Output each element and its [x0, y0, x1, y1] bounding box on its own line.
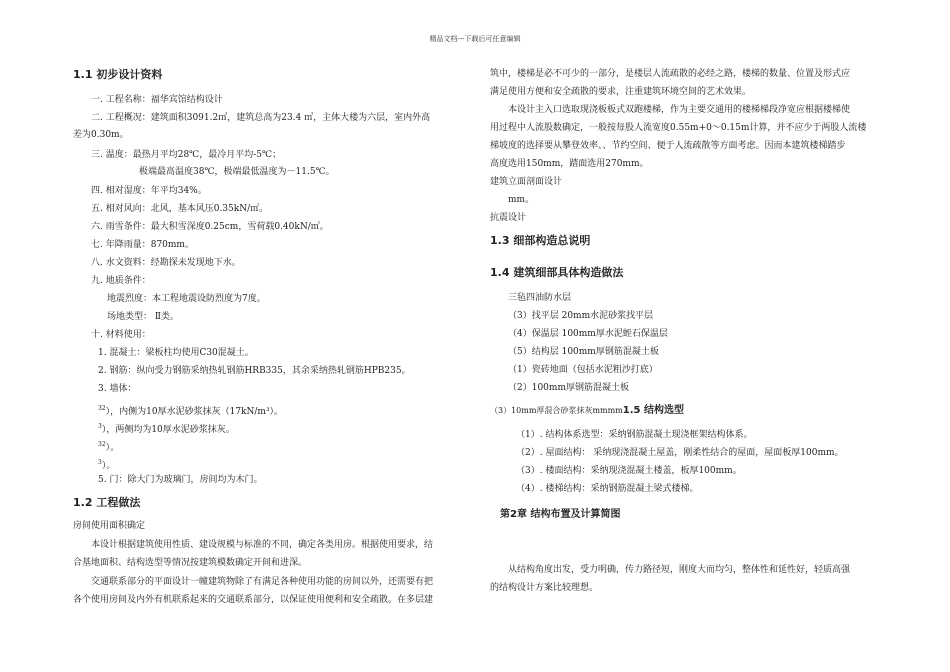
- list-item: （3）10mm厚混合砂浆抹灰mmmm1.5 结构选型: [490, 405, 684, 416]
- paragraph: 筑中，楼梯是必不可少的一部分，是楼层人流疏散的必经之路，楼梯的数量、位置及形式应: [490, 69, 851, 79]
- section-heading-1-2: 1.2 工程做法: [73, 496, 141, 509]
- paragraph: 1. 混凝土：梁板柱均使用C30混凝土。: [98, 348, 254, 358]
- paragraph: 八. 水文资料：经勘探未发现地下水。: [91, 258, 241, 268]
- paragraph: 高度选用150mm，踏面选用270mm。: [490, 159, 649, 169]
- list-item: （5）结构层 100mm厚钢筋混凝土板: [508, 347, 659, 357]
- paragraph: 合基地面积、结构选型等情况按建筑模数确定开间和进深。: [73, 558, 308, 568]
- section-heading-1-1: 1.1 初步设计资料: [73, 68, 163, 81]
- paragraph: 梯坡度的选择要从攀登效率、、节约空间、便于人流疏散等方面考虑。因而本建筑楼梯踏步: [490, 141, 846, 151]
- paragraph: 四. 相对湿度：年平均34%。: [91, 186, 207, 196]
- page-header: 精品文档---下载后可任意编辑: [429, 35, 521, 43]
- chapter-heading: 第2章 结构布置及计算简图: [500, 509, 621, 520]
- paragraph: 5. 门：除大门为玻璃门，房间均为木门。: [98, 475, 263, 485]
- list-item: 三毡四油防水层: [508, 293, 572, 303]
- paragraph: 地震烈度：本工程地震设防烈度为7度。: [107, 294, 266, 304]
- paragraph: 七. 年降雨量：870mm。: [91, 240, 194, 250]
- paragraph: mm。: [508, 195, 535, 205]
- paragraph: 一. 工程名称：福华宾馆结构设计: [91, 95, 223, 105]
- paragraph: 各个使用房间及内外有机联系起来的交通联系部分，以保证使用便利和安全疏散。在多层建: [73, 595, 434, 605]
- paragraph: 差为0.30m。: [73, 130, 129, 140]
- paragraph: $^3$），两侧均为10厚水泥砂浆抹灰。: [98, 423, 235, 435]
- paragraph: 二. 工程概况：建筑面积3091.2㎡，建筑总高为23.4 ㎡，主体大楼为六层，室内外高: [91, 113, 431, 123]
- paragraph: $^{32}$），内侧为10厚水泥砂浆抹灰（17kN/m³）。: [98, 405, 284, 417]
- paragraph: 抗震设计: [490, 213, 527, 223]
- list-item: （2）. 屋面结构： 采纳现浇混凝土屋盖，刚柔性结合的屋面，屋面板厚100mm。: [516, 448, 844, 458]
- paragraph: 3. 墙体：: [98, 384, 137, 394]
- paragraph: 的结构设计方案比较理想。: [490, 583, 599, 593]
- paragraph: 场地类型： Ⅱ类。: [107, 312, 179, 322]
- list-item: （2）100mm厚钢筋混凝土板: [508, 383, 629, 393]
- paragraph: 十. 材料使用：: [91, 330, 151, 340]
- paragraph: 极端最高温度38℃，极端最低温度为－11.5℃。: [139, 167, 335, 177]
- list-item: （4）. 楼梯结构：采纳钢筋混凝土梁式楼梯。: [516, 484, 699, 494]
- section-heading-1-4: 1.4 建筑细部具体构造做法: [490, 266, 624, 279]
- list-item: （1）瓷砖地面（包括水泥粗沙打底）: [508, 365, 658, 375]
- paragraph: 本设计主入口选取现浇板板式双跑楼梯，作为主要交通用的楼梯梯段净宽应根据楼梯使: [508, 105, 851, 115]
- paragraph: $^{32}$）。: [98, 441, 120, 453]
- paragraph: 用过程中人流股数确定，一般按每股人流宽度0.55m+0～0.15m计算，并不应少于两股人流楼: [490, 123, 867, 133]
- paragraph: 交通联系部分的平面设计一幢建筑物除了有满足各种使用功能的房间以外，还需要有把: [91, 577, 434, 587]
- paragraph: 建筑立面剖面设计: [490, 177, 563, 187]
- paragraph: 本设计根据建筑使用性质、建设规模与标准的不同，确定各类用房。根据使用要求，结: [91, 540, 434, 550]
- list-item: （1）. 结构体系选型：采纳钢筋混凝土现浇框架结构体系。: [516, 430, 753, 440]
- paragraph: 三. 温度：最热月平均28℃，最冷月平均-5℃；: [91, 150, 282, 160]
- paragraph: 九. 地质条件：: [91, 276, 151, 286]
- paragraph: 六. 雨雪条件：最大积雪深度0.25cm，雪荷载0.40kN/㎡。: [91, 222, 329, 232]
- paragraph: 五. 相对风向：北风，基本风压0.35kN/㎡。: [91, 204, 269, 214]
- paragraph: $^3$）。: [98, 459, 116, 471]
- section-heading-1-3: 1.3 细部构造总说明: [490, 234, 591, 247]
- paragraph: 房间使用面积确定: [73, 521, 146, 531]
- list-item: （3）. 楼面结构：采纳现浇混凝土楼盖，板厚100mm。: [516, 466, 742, 476]
- paragraph: 2. 钢筋：纵向受力钢筋采纳热轧钢筋HRB335，其余采纳热轧钢筋HPB235。: [98, 366, 411, 376]
- section-heading-1-5: 1.5 结构选型: [622, 405, 684, 416]
- list-item: （3）找平层 20mm水泥砂浆找平层: [508, 311, 654, 321]
- list-item: （4）保温层 100mm厚水泥蛭石保温层: [508, 329, 668, 339]
- paragraph: 满足使用方便和安全疏散的要求，注重建筑环境空间的艺术效果。: [490, 87, 752, 97]
- paragraph: 从结构角度出发，受力明确，传力路径短，刚度大而均匀，整体性和延性好，轻质高强: [508, 565, 851, 575]
